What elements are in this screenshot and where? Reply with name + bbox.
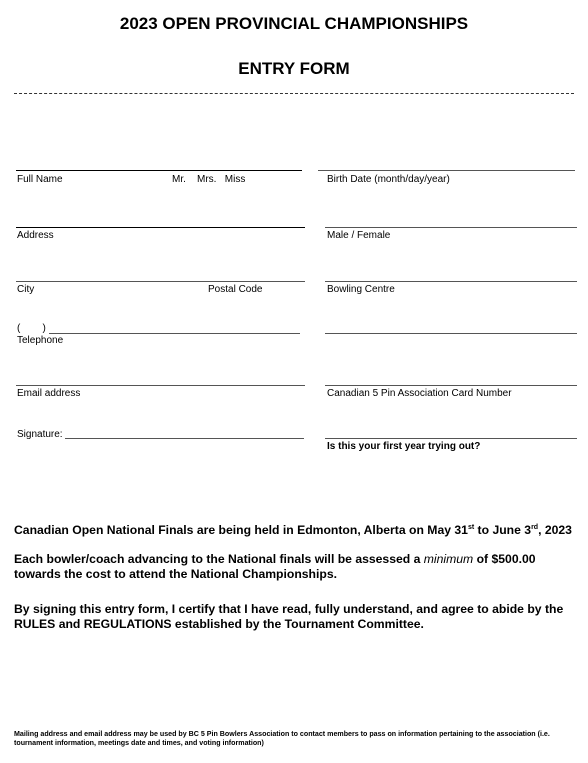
address-label: Address [17, 230, 54, 241]
postal-code-label: Postal Code [208, 284, 263, 295]
assessment-note: Each bowler/coach advancing to the National finals will be assessed a minimum of $500.00 towards the cost to attend the National Championships. [14, 552, 536, 581]
city-line[interactable] [16, 281, 305, 282]
email-line[interactable] [16, 385, 305, 386]
signature-label: Signature: [17, 429, 63, 440]
full-name-line[interactable] [16, 170, 302, 171]
address-line[interactable] [16, 227, 305, 228]
full-name-label: Full Name [17, 174, 63, 185]
header-divider [14, 93, 574, 94]
card-number-label: Canadian 5 Pin Association Card Number [327, 388, 512, 399]
first-year-line[interactable] [325, 438, 577, 439]
bowling-centre-label: Bowling Centre [327, 284, 395, 295]
first-year-label: Is this your first year trying out? [327, 441, 481, 452]
certify-note: By signing this entry form, I certify that I have read, fully understand, and agree to abide by the RULES and REGULATIONS established by the Tournament Committee. [14, 602, 564, 631]
gender-line[interactable] [325, 227, 577, 228]
form-title: 2023 OPEN PROVINCIAL CHAMPIONSHIPS [119, 14, 469, 33]
telephone-line[interactable] [49, 333, 300, 334]
bowling-centre-line[interactable] [325, 281, 577, 282]
telephone-prefix: ( ) [17, 323, 46, 334]
signature-line[interactable] [65, 438, 304, 439]
city-label: City [17, 284, 35, 295]
birth-date-label: Birth Date (month/day/year) [327, 174, 450, 185]
title-options-label: Mr. Mrs. Miss [172, 174, 246, 185]
gender-label: Male / Female [327, 230, 391, 241]
extra-line[interactable] [325, 333, 577, 334]
email-label: Email address [17, 388, 81, 399]
form-subtitle: ENTRY FORM [238, 59, 350, 78]
telephone-label: Telephone [17, 335, 64, 346]
finals-note: Canadian Open National Finals are being held in Edmonton, Alberta on May 31st to June 3rd, 2023 [14, 523, 572, 537]
card-number-line[interactable] [325, 385, 577, 386]
birth-date-line[interactable] [318, 170, 575, 171]
mailing-note: Mailing address and email address may be used by BC 5 Pin Bowlers Association to contact members to pass on information pertaining to the association (i.e. tournament information, meetings date and times, and voting information) [14, 730, 550, 747]
